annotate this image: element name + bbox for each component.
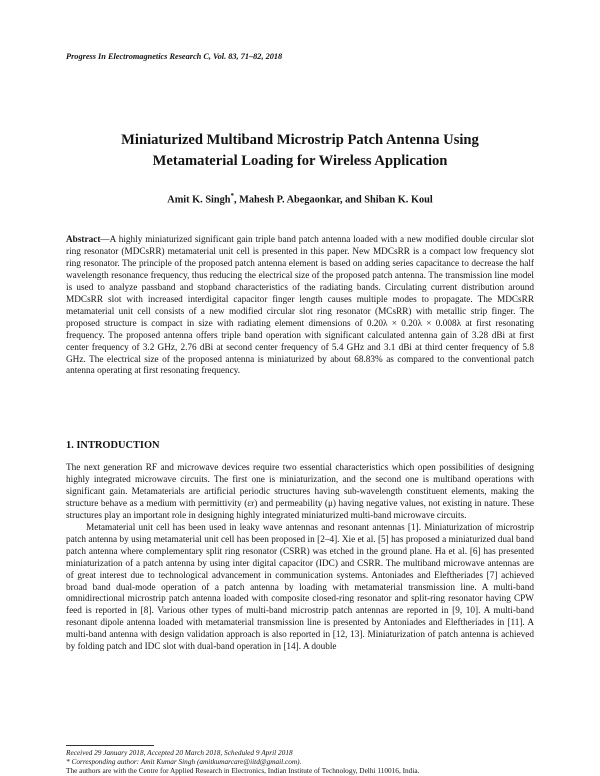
abstract-label: Abstract [66, 235, 101, 245]
abstract-text: —A highly miniaturized significant gain triple band patch antenna loaded with a new modified double circular slot ring resonator (MDCsRR) metamaterial unit cell is presented in this paper. New MDCsRR is a compact low frequency slot ring resonator. The principle of the proposed patch antenna element is based on adding series capacitance to decrease the half wavelength resonance frequency, thus reducing the electrical size of the proposed patch antenna. The transmission line model is used to analyze passband and stopband characteristics of the radiating bands. Circulating current distribution around MDCsRR slot with increased interdigital capacitor finger length causes multiple modes to propagate. The MDCsRR metamaterial unit cell consists of a new modified circular slot ring resonator (MCsRR) with metallic strip finger. The proposed structure is compact in size with radiating element dimensions of 0.20λ × 0.20λ × 0.008λ at first resonating frequency. The proposed antenna offers triple band operation with significant calculated antenna gain of 3.28 dBi at first center frequency of 3.2 GHz, 2.76 dBi at second center frequency of 5.4 GHz and 3.1 dBi at third center frequency of 5.8 GHz. The electrical size of the proposed antenna is miniaturized by about 68.83% as compared to the conventional patch antenna operating at first resonating frequency. [66, 235, 534, 377]
footnote-rule [66, 745, 154, 746]
section-body [66, 463, 534, 654]
paragraph-2: Metamaterial unit cell has been used in leaky wave antennas and resonant antennas [1]. Miniaturization of microstrip patch antenna by using metamaterial unit cell has been proposed in [2–4]. Xie et al. [5] has proposed a miniaturized dual band patch antenna where complementary split ring resonator (CSRR) was etched in the ground plane. Ha et al. [6] has presented miniaturization of a patch antenna by using inter digital capacitor (IDC) and CSRR. The multiband microwave antennas are of great interest due to technological advancement in communication systems. Antoniades and Eleftheriades [7] achieved broad band dual-mode operation of a patch antenna by loading with metamaterial transmission line. A multi-band omnidirectional microstrip patch antenna loaded with composite closed-ring resonator and split-ring resonator having CPW feed is reported in [8]. Various other types of multi-band microstrip patch antennas are reported in [9, 10]. A multi-band resonant dipole antenna loaded with metamaterial transmission line is presented by Antoniades and Eleftheriades in [11]. A multi-band antenna with design validation approach is also reported in [12, 13]. Miniaturization of patch antenna is achieved by folding patch and IDC slot with dual-band operation in [14]. A double [66, 522, 534, 653]
journal-header: Progress In Electromagnetics Research C, Vol. 83, 71–82, 2018 [66, 52, 283, 61]
corresponding-author-note: * Corresponding author: Amit Kumar Singh (amitkumarcare@iitd@gmail.com). [66, 757, 302, 766]
paper-title-line-2: Metamaterial Loading for Wireless Application [152, 153, 448, 169]
paragraph-1: The next generation RF and microwave devices require two essential characteristics which open possibilities of designing highly integrated microwave circuits. The first one is miniaturization, and the second one is multiband operations with significant gain. Metamaterials are artificial periodic structures having sub-wavelength constituent elements, making the structure behave as a medium with permittivity (εr) and permeability (μ) having negative values, not existing in nature. These structures play an important role in designing highly integrated miniaturized multi-band microwave circuits. [66, 463, 534, 521]
abstract [66, 235, 534, 378]
author-first: Amit K. Singh [167, 194, 231, 206]
paper-title [66, 130, 534, 172]
author-others: , Mahesh P. Abegaonkar, and Shiban K. Koul [234, 194, 433, 206]
section-heading: 1. INTRODUCTION [66, 440, 160, 451]
corresponding-author-mark: * [230, 192, 235, 200]
received-dates: Received 29 January 2018, Accepted 20 March 2018, Scheduled 9 April 2018 [66, 748, 293, 757]
affiliation-note: The authors are with the Centre for Applied Research in Electronics, Indian Institute of Technology, Delhi 110016, India. [66, 766, 420, 775]
author-list [66, 192, 534, 205]
paper-title-line-1: Miniaturized Multiband Microstrip Patch Antenna Using [121, 132, 479, 148]
